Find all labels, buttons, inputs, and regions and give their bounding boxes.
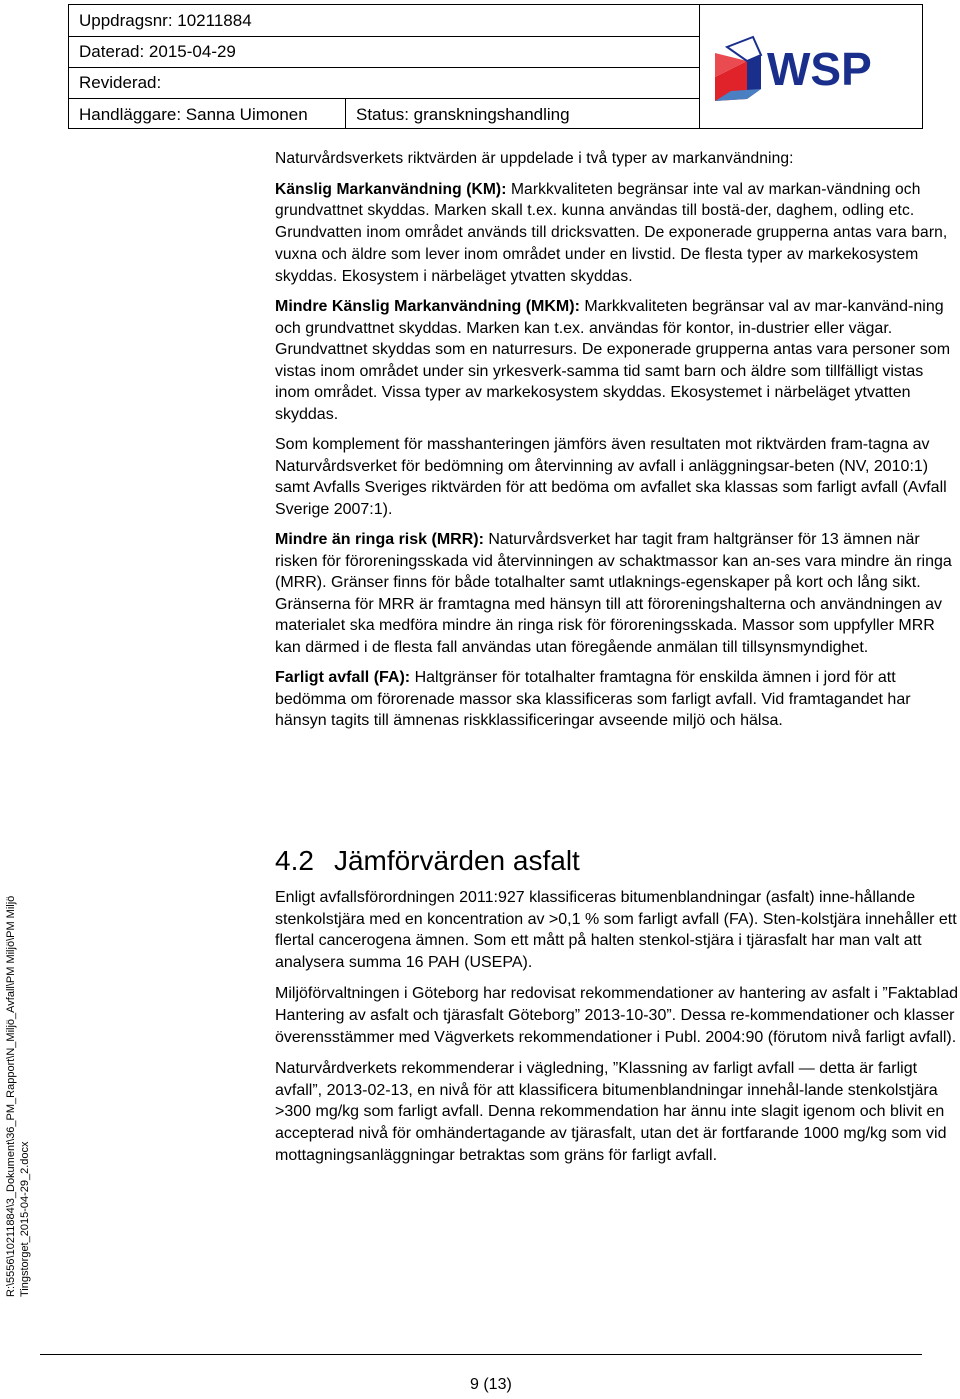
km-term: Känslig Markanvändning (KM): xyxy=(275,180,507,198)
revised-field: Reviderad: xyxy=(79,73,162,92)
status-field: Status: granskningshandling xyxy=(356,105,570,124)
section-paragraph-2: Miljöförvaltningen i Göteborg har redovisat rekommendationer av hantering av asfalt i ”Faktablad Hantering av asfalt och tjärasfalt Göteborg” 2013-10-30”. Dessa re-kommendationer och klasser överensstämmer med Vägverkets rekommendationer i Publ. 2004:90 (förutom nivå farligt avfall). xyxy=(275,985,959,1046)
assignment-number: Uppdragsnr: 10211884 xyxy=(79,11,252,30)
file-path-line-2: Tingstorget_2015-04-29_2.docx xyxy=(19,1141,31,1297)
logo-wordmark: WSP xyxy=(767,43,872,95)
mrr-paragraph xyxy=(275,529,960,658)
fa-paragraph xyxy=(275,667,960,732)
header-divider xyxy=(69,98,699,99)
date-field: Daterad: 2015-04-29 xyxy=(79,42,236,61)
mkm-paragraph xyxy=(275,296,960,425)
mkm-term: Mindre Känslig Markanvändning (MKM): xyxy=(275,298,580,316)
section-title: Jämförvärden asfalt xyxy=(333,845,580,876)
complement-paragraph: Som komplement för masshanteringen jämförs även resultaten mot riktvärden fram-tagna av Naturvårdsverket för bedömning om återvinning av avfall i anläggningsar-beten (NV, 2010:1) samt Avfalls Sveriges riktvärden för att bedöma om avfallet ska klassas som farligt avfall (Avfall Sverige 2007:1). xyxy=(275,436,947,518)
file-path-margin xyxy=(4,857,32,1297)
wsp-logo xyxy=(713,31,909,111)
section-body xyxy=(275,887,960,1176)
page-number: 9 (13) xyxy=(470,1376,512,1393)
header-divider xyxy=(699,5,700,128)
intro-paragraph: Naturvårdsverkets riktvärden är uppdelade i två typer av markanvändning: xyxy=(275,150,794,167)
mrr-term: Mindre än ringa risk (MRR): xyxy=(275,531,484,549)
document-header xyxy=(68,4,923,129)
section-paragraph-3: Naturvårdverkets rekommenderar i vägledning, ”Klassning av farligt avfall — detta är farligt avfall”, 2013-02-13, en nivå för att klassificera bitumenblandningar innehål-lande stenkolstjära >300 mg/kg som farligt avfall. Denna rekommendation har ännu inte slagit igenom och blivit en accepterad nivå för omhändertagande av tjärasfalt, utan det är fortfarande 1000 mg/kg som vid mottagningsanläggningar betraktas som gräns för farligt avfall. xyxy=(275,1060,947,1164)
document-body xyxy=(275,148,960,741)
section-paragraph-1: Enligt avfallsförordningen 2011:927 klassificeras bitumenblandningar (asfalt) inne-hållande stenkolstjära med en koncentration av >0,1 % som farligt avfall (FA). Sten-kolstjära innehåller ett flertal cancerogena ämnen. Som ett mått på halten stenkol-stjära i tjärasfalt har man valt att analysera summa 16 PAH (USEPA). xyxy=(275,889,957,971)
mkm-definition: Markkvaliteten begränsar val av mar-kanvänd-ning och grundvattnet skyddas. Marken kan t.ex. användas för kontor, in-dustrier eller vägar. Grundvattnet skyddas som en naturresurs. De exponerade grupperna antas vara personer som vistas inom området under sin yrkesverk-samma tid samt barn och äldre som tillfälligt vistas inom området. Vissa typer av markekosystem skyddas. Ekosystemet i närbeläget ytvatten skyddas. xyxy=(275,298,951,423)
footer-divider xyxy=(40,1354,922,1355)
km-definition: Markkvaliteten begränsar inte val av markan-vändning och grundvattnet skyddas. Marken skall t.ex. kunna användas till bostä-der, daghem, odling etc. Grundvatten inom området används till dricksvatten. De exponerade grupperna antas vara barn, vuxna och äldre som lever inom området under en livstid. De flesta typer av markekosystem skyddas. Ekosystem i närbeläget ytvatten skyddas. xyxy=(275,180,948,285)
file-path-line-1: R:\5556\10211884\3_Dokument\36_PM_Rapport\N_Miljö_Avfall\PM Miljö\PM Miljö xyxy=(5,895,17,1297)
fa-term: Farligt avfall (FA): xyxy=(275,669,411,687)
handler-field: Handläggare: Sanna Uimonen xyxy=(79,105,308,124)
fa-definition: Haltgränser för totalhalter framtagna för enskilda ämnen i jord för att bedömma om förorenade massor ska klassificeras som farligt avfall. Vid framtagandet har hänsyn tagits till ämnenas riskklassificeringar avseende miljö och hälsa. xyxy=(275,669,911,730)
mrr-definition: Naturvårdsverket har tagit fram haltgränser för 13 ämnen när risken för föroreningsskada vid återvinningen av schaktmassor kan an-ses vara mindre än ringa (MRR). Gränser finns för både totalhalter samt utlaknings-egenskaper på kort och lång sikt. Gränserna för MRR är framtagna med hänsyn till att föroreningshalterna och användningen av materialet ska medföra mindre än ringa risk för föroreningsskada. Massor som uppfyller MRR kan därmed i de flesta fall användas utan föregående anmälan till tillsynsmyndighet. xyxy=(275,531,952,656)
section-heading xyxy=(275,843,580,879)
km-paragraph xyxy=(275,179,960,288)
section-number: 4.2 xyxy=(275,845,314,876)
